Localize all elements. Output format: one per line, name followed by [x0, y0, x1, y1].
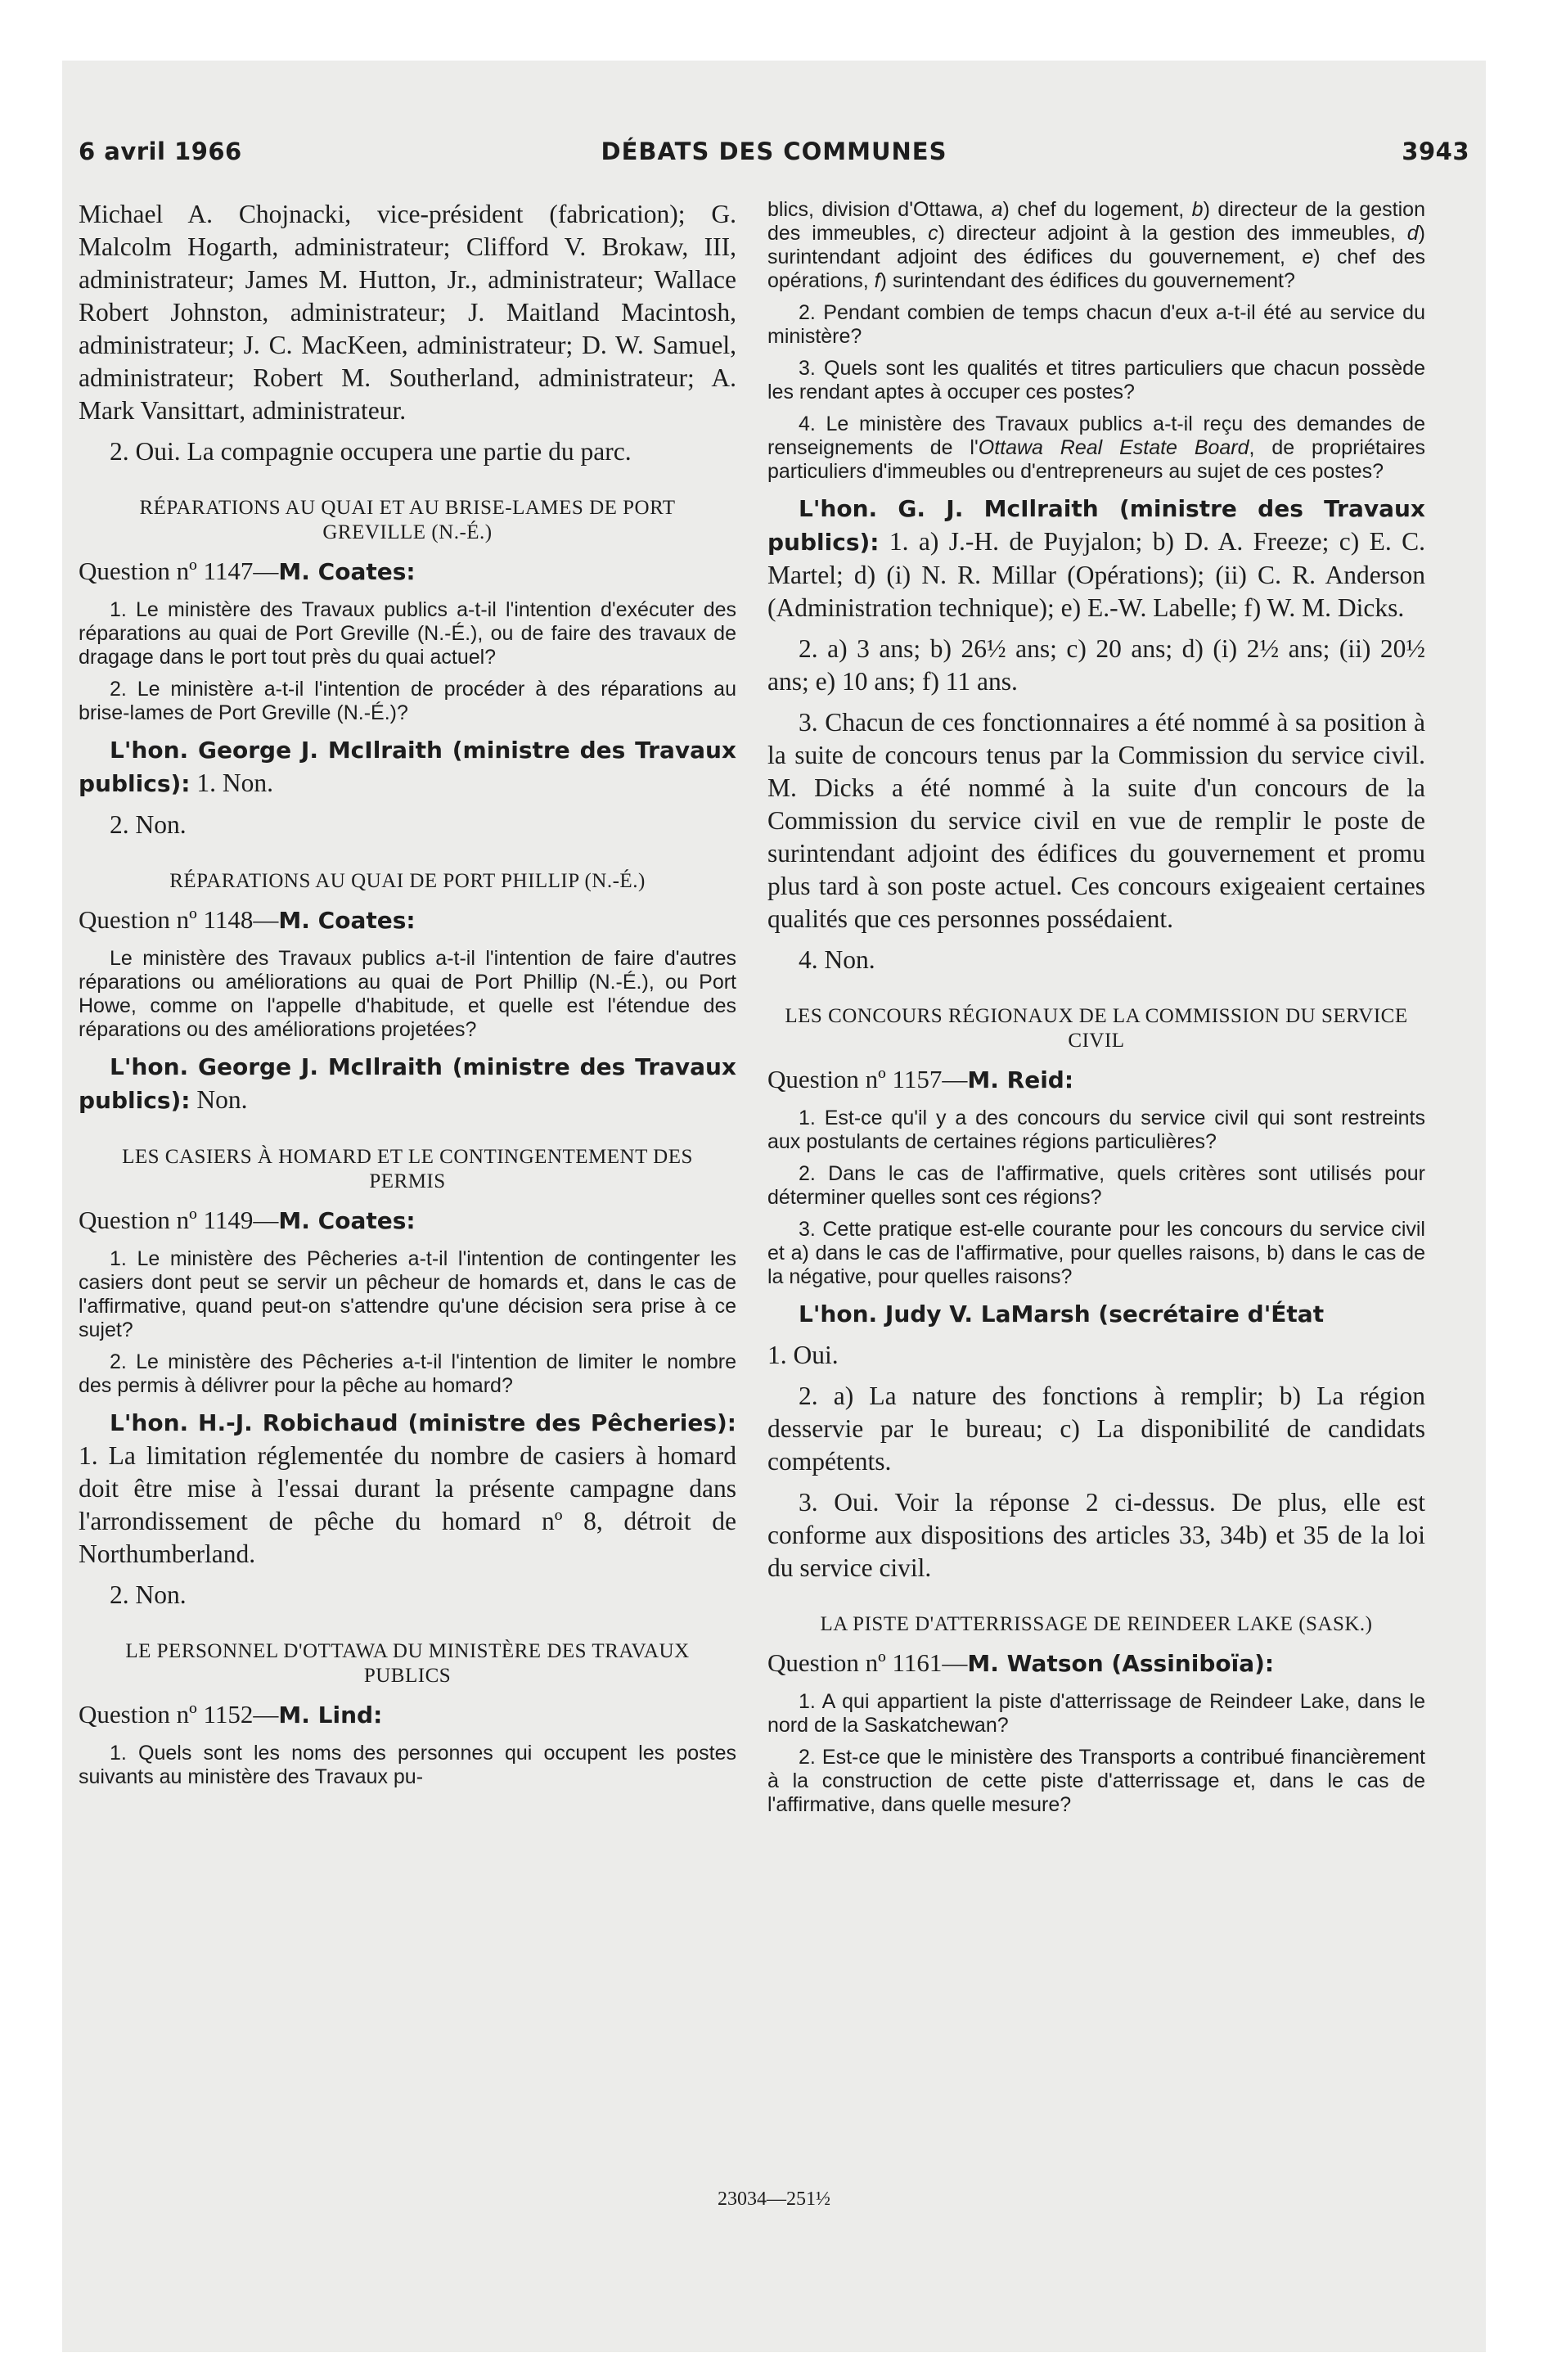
question-member: M. Reid: [967, 1066, 1074, 1093]
question-label: Question nº 1147— [79, 557, 279, 585]
organization-name: Ottawa Real Estate Board [978, 436, 1249, 459]
document-page [79, 123, 1469, 2251]
printer-signature: 23034—251½ [718, 2188, 830, 2210]
intro-answer-2: 2. Oui. La compagnie occupera une partie du parc. [110, 437, 632, 466]
question-1152-part-4 [767, 412, 1425, 484]
question-1157 [767, 1063, 1425, 1097]
question-label: Question nº 1157— [767, 1065, 968, 1093]
section-heading-port-greville: RÉPARATIONS AU QUAI ET AU BRISE-LAMES DE PORT GREVILLE (N.-É.) [139, 497, 676, 543]
text-run: ) surintendant adjoint des édifices du gouvernement, [767, 222, 1425, 268]
text-run: ) chef des opérations, [767, 246, 1425, 292]
answer-1152-part-4: 4. Non. [799, 945, 875, 974]
question-label: Question nº 1148— [79, 905, 279, 934]
answer-speaker: L'hon. George J. McIlraith (ministre des Travaux publics): [79, 737, 736, 797]
question-1161-part-2: 2. Est-ce que le ministère des Transports a contribué financièrement à la construction de cette piste d'atterrissage et, dans le cas de l'affirmative, dans quelle mesure? [767, 1746, 1425, 1816]
answer-1147-part-2: 2. Non. [110, 810, 187, 839]
text-run: ) directeur adjoint à la gestion des immeubles, [938, 222, 1407, 245]
question-1148 [79, 904, 736, 937]
answer-speaker: L'hon. George J. McIlraith (ministre des Travaux publics): [79, 1053, 736, 1114]
running-head [79, 137, 1469, 170]
text-run: ) surintendant des édifices du gouvernement? [880, 269, 1295, 292]
question-1152-part-1-start: 1. Quels sont les noms des personnes qui occupent les postes suivants au ministère des Travaux pu- [79, 1742, 736, 1788]
section-heading-reindeer-lake-airstrip: LA PISTE D'ATTERRISSAGE DE REINDEER LAKE (SASK.) [820, 1613, 1373, 1635]
question-member: M. Coates: [278, 907, 416, 934]
text-run: ) chef du logement, [1002, 198, 1192, 221]
question-1152-part-3: 3. Quels sont les qualités et titres particuliers que chacun possède les rendant aptes à occuper ces postes? [767, 357, 1425, 403]
answer-1152-part-2: 2. a) 3 ans; b) 26½ ans; c) 20 ans; d) (i) 2½ ans; (ii) 20½ ans; e) 10 ans; f) 11 ans. [767, 634, 1425, 696]
answer-text: 1. La limitation réglementée du nombre de casiers à homard doit être mise à l'essai durant la présente campagne dans l'arrondissement de pêche du homard nº 8, détroit de Northumberland. [79, 1441, 736, 1568]
answer-speaker: L'hon. Judy V. LaMarsh (secrétaire d'État [799, 1300, 1325, 1327]
answer-1157-part-2: 2. a) La nature des fonctions à remplir; b) La région desservie par le bureau; c) La disponibilité de candidats compétents. [767, 1382, 1425, 1476]
question-label: Question nº 1161— [767, 1648, 968, 1677]
question-label: Question nº 1149— [79, 1206, 279, 1234]
answer-speaker: L'hon. H.-J. Robichaud (ministre des Pêcheries): [110, 1409, 736, 1436]
question-1152-part-1-continued [767, 198, 1425, 293]
item-letter: f [874, 269, 880, 292]
text-run: blics, division d'Ottawa, [767, 198, 992, 221]
question-1147-part-2: 2. Le ministère a-t-il l'intention de procéder à des réparations au brise-lames de Port Greville (N.-É.)? [79, 678, 736, 724]
question-member: M. Watson (Assiniboïa): [967, 1650, 1275, 1677]
answer-1148 [79, 1050, 736, 1117]
item-letter: c [928, 222, 938, 245]
right-column [767, 198, 1425, 2179]
answer-text: 1. Non. [190, 769, 273, 797]
question-member: M. Coates: [278, 1207, 416, 1234]
text-run: ) directeur de la gestion des immeubles, [767, 198, 1425, 245]
answer-text: Non. [190, 1085, 248, 1114]
item-letter: b [1191, 198, 1204, 221]
item-letter: e [1302, 246, 1314, 268]
text-run: 4. Le ministère des Travaux publics a-t-il reçu des demandes de renseignements de l' [767, 412, 1425, 459]
section-heading-lobster-traps: LES CASIERS À HOMARD ET LE CONTINGENTEMENT DES PERMIS [122, 1146, 693, 1192]
question-1152 [79, 1698, 736, 1732]
answer-1152-part-3: 3. Chacun de ces fonctionnaires a été nommé à sa position à la suite de concours tenus par la Commission du service civil. M. Dicks a été nommé à la suite d'un concours de la Commission du service civil en vue de remplir le poste de surintendant adjoint des édifices du gouvernement et promu plus tard à son poste actuel. Ces concours exigeaient certaines qualités que ces personnes possédaient. [767, 708, 1425, 933]
section-heading-port-phillip: RÉPARATIONS AU QUAI DE PORT PHILLIP (N.-É.) [169, 870, 646, 892]
item-letter: a [991, 198, 1003, 221]
answer-speaker: L'hon. G. J. McIlraith (ministre des Travaux publics): [767, 495, 1425, 556]
item-letter: d [1406, 222, 1419, 245]
question-label: Question nº 1152— [79, 1700, 279, 1729]
question-1161 [767, 1647, 1425, 1680]
header-date: 6 avril 1966 [79, 137, 242, 165]
question-1149-part-1: 1. Le ministère des Pêcheries a-t-il l'intention de contingenter les casiers dont peut se servir un pêcheur de homards et, dans le cas de l'affirmative, quand peut-on s'attendre qu'une décision sera prise à ce sujet? [79, 1247, 736, 1341]
answer-1157-part-3: 3. Oui. Voir la réponse 2 ci-dessus. De plus, elle est conforme aux dispositions des articles 33, 34b) et 35 de la loi du service civil. [767, 1488, 1425, 1582]
question-1157-part-2: 2. Dans le cas de l'affirmative, quels critères sont utilisés pour déterminer quelles sont ces régions? [767, 1162, 1425, 1209]
answer-1152 [767, 492, 1425, 624]
question-1157-part-3: 3. Cette pratique est-elle courante pour les concours du service civil et a) dans le cas de l'affirmative, pour quelles raisons, b) dans le cas de la négative, pour quelles raisons? [767, 1218, 1425, 1288]
header-title: DÉBATS DES COMMUNES [601, 137, 947, 165]
section-heading-regional-competitions: LES CONCOURS RÉGIONAUX DE LA COMMISSION DU SERVICE CIVIL [785, 1005, 1408, 1052]
question-1152-part-2: 2. Pendant combien de temps chacun d'eux a-t-il été au service du ministère? [767, 301, 1425, 348]
left-column [79, 198, 736, 2179]
answer-1149 [79, 1406, 736, 1571]
question-1161-part-1: 1. A qui appartient la piste d'atterrissage de Reindeer Lake, dans le nord de la Saskatchewan? [767, 1690, 1425, 1737]
question-member: M. Coates: [278, 558, 416, 585]
answer-1147 [79, 733, 736, 800]
answer-1157-speaker [767, 1297, 1425, 1331]
question-member: M. Lind: [278, 1702, 383, 1729]
question-1149-part-2: 2. Le ministère des Pêcheries a-t-il l'intention de limiter le nombre des permis à délivrer pour la pêche au homard? [79, 1350, 736, 1397]
header-page-number: 3943 [1402, 137, 1469, 165]
answer-1157-part-1: 1. Oui. [767, 1341, 839, 1369]
intro-paragraph: Michael A. Chojnacki, vice-président (fabrication); G. Malcolm Hogarth, administrateur; Clifford V. Brokaw, III, administrateur; James M. Hutton, Jr., administrateur; Wallace Robert Johnston, administrateur; J. Maitland Macintosh, administrateur; J. C. MacKeen, administrateur; D. W. Samuel, administrateur; Robert M. Southerland, administrateur; A. Mark Vansittart, administrateur. [79, 200, 736, 425]
question-1149 [79, 1204, 736, 1237]
answer-1149-part-2: 2. Non. [110, 1580, 187, 1609]
question-1147 [79, 555, 736, 588]
text-run: , de propriétaires particuliers d'immeubles ou d'entrepreneurs au sujet de ces postes? [767, 436, 1425, 483]
answer-text: 1. a) J.-H. de Puyjalon; b) D. A. Freeze; c) E. C. Martel; d) (i) N. R. Millar (Opérations); (ii) C. R. Anderson (Administration technique); e) E.-W. Labelle; f) W. M. Dicks. [767, 527, 1425, 622]
question-1147-part-1: 1. Le ministère des Travaux publics a-t-il l'intention d'exécuter des réparations au quai de Port Greville (N.-É.), ou de faire des travaux de dragage dans le port tout près du quai actuel? [79, 598, 736, 669]
question-1157-part-1: 1. Est-ce qu'il y a des concours du service civil qui sont restreints aux postulants de certaines régions particulières? [767, 1107, 1425, 1153]
question-1148-text: Le ministère des Travaux publics a-t-il l'intention de faire d'autres réparations ou améliorations au quai de Port Phillip (N.-É.), ou Port Howe, comme on l'appelle d'habitude, et quelle est l'étendue des réparations ou des améliorations projetées? [79, 947, 736, 1041]
section-heading-public-works-staff: LE PERSONNEL D'OTTAWA DU MINISTÈRE DES TRAVAUX PUBLICS [125, 1640, 690, 1687]
